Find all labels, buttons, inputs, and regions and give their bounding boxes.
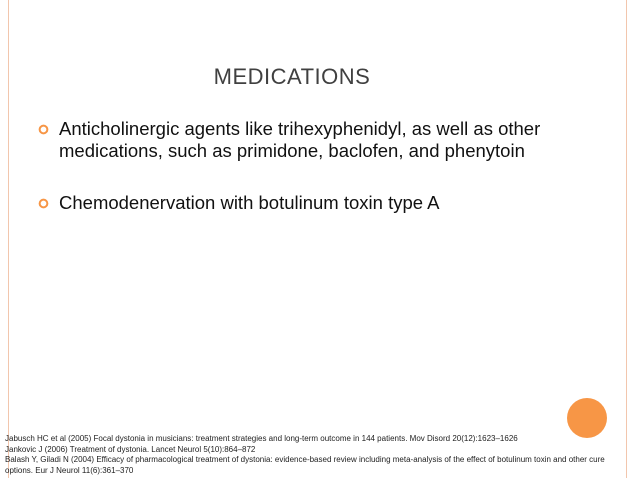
- bullet-item: [38, 192, 578, 214]
- reference-item: Balash Y, Giladi N (2004) Efficacy of pharmacological treatment of dystonia: evidence-based review including meta-analysis of the effect of botulinum toxin and other cure options. Eur J Neurol 11(6):361–370: [5, 455, 605, 475]
- bullet-text: Chemodenervation with botulinum toxin type A: [59, 192, 440, 213]
- bullet-text: Anticholinergic agents like trihexyphenidyl, as well as other medications, such as primidone, baclofen, and phenytoin: [59, 118, 541, 161]
- references: [5, 434, 630, 476]
- bullet-list: [38, 118, 578, 244]
- slide-title: MEDICATIONS: [213, 64, 371, 89]
- orange-circle-icon: [567, 398, 607, 438]
- reference-item: Jankovic J (2006) Treatment of dystonia. Lancet Neurol 5(10):864–872: [5, 444, 256, 454]
- bullet-item: [38, 118, 578, 162]
- circle-ring-icon: [38, 198, 49, 209]
- circle-ring-icon: [38, 124, 49, 135]
- slide-frame-right-line: [626, 0, 627, 478]
- reference-item: Jabusch HC et al (2005) Focal dystonia in musicians: treatment strategies and long-term outcome in 144 patients. Mov Disord 20(12):1623–1626: [5, 434, 518, 443]
